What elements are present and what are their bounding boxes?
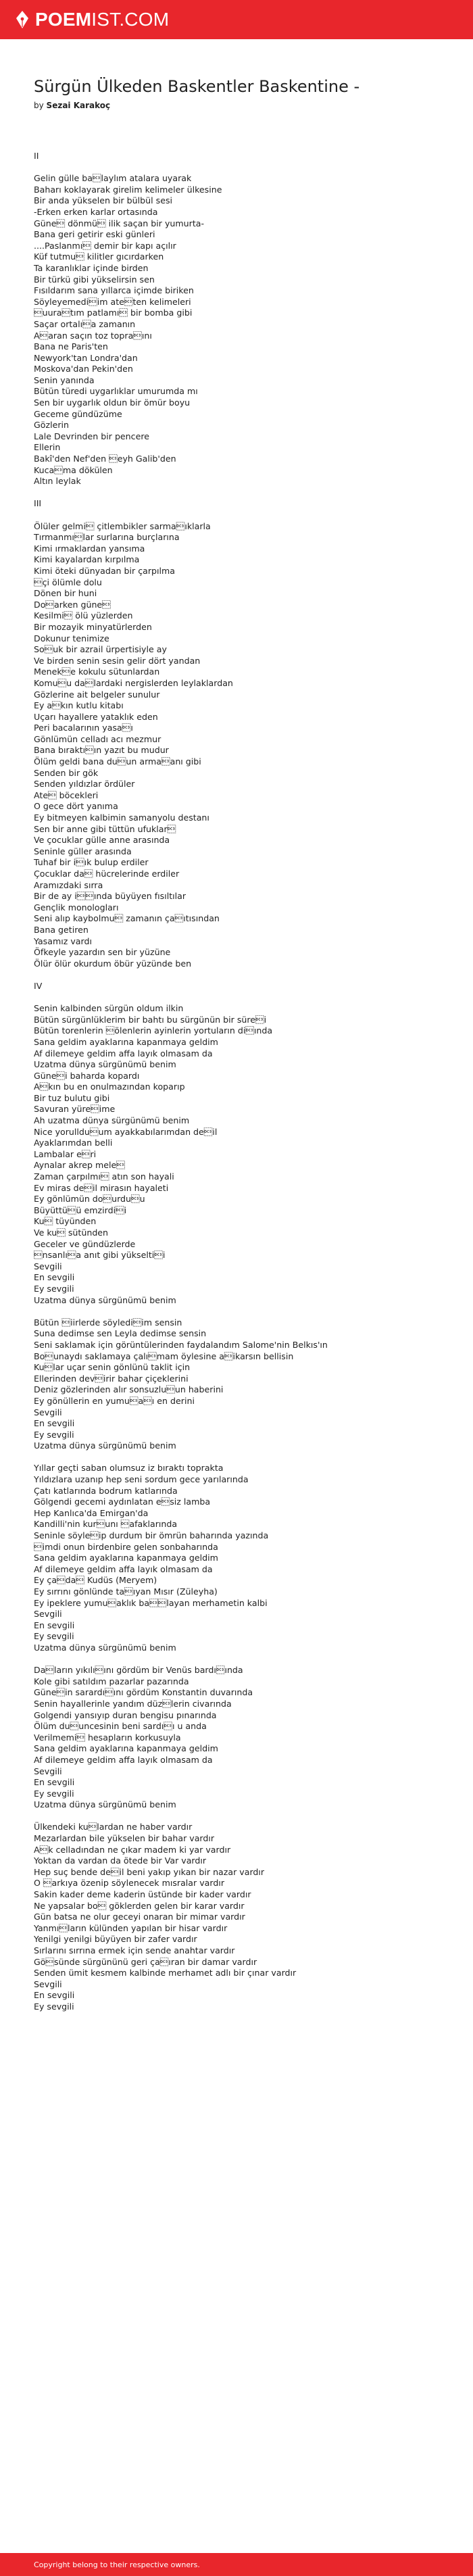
poem-line: Ölüm duuncesinin beni sardıı u anda — [34, 1721, 207, 1732]
poem-line: Ellerin — [34, 442, 61, 453]
poem-line: Sevgili — [34, 1261, 62, 1271]
poem-line: En sevgili — [34, 1990, 75, 2001]
poem-line: Newyork'tan Londra'dan — [34, 352, 138, 363]
poem-line: Bounaydı saklamaya çalımam öylesine aikarsın bellisin — [34, 1351, 294, 1361]
by-label: by — [34, 101, 44, 110]
poem-line: O arkıya özenip söylenecek mısralar vardır — [34, 1878, 224, 1889]
poem-line: Günein sarardıını gördüm Konstantin duvarında — [34, 1687, 253, 1698]
poem-line: Ve ku sütünden — [34, 1228, 109, 1238]
poem-line: Ölür ölür okurdum öbür yüzünde ben — [34, 958, 192, 969]
poem-line: Nice yorullduum ayakkabılarımdan deil — [34, 1126, 218, 1137]
poem-line: Gelin gülle balaylım atalara uyarak — [34, 173, 192, 184]
poem-line: Sevgili — [34, 1978, 62, 1989]
poem-line: imdi onun birdenbire gelen sonbaharında — [34, 1541, 218, 1552]
poem-line: Senden ümit kesmem kalbinde merhamet adlı bir çınar vardır — [34, 1968, 297, 1978]
poem-line: Bir türkü gibi yükselirsin sen — [34, 274, 155, 285]
poem-line: Altın leylak — [34, 476, 81, 487]
poem-line: Söyleyemediim ateten kelimeleri — [34, 296, 191, 307]
site-footer — [0, 2553, 473, 2576]
poem-line: Senden bir gök — [34, 767, 99, 778]
poem-line: Peri bacalarının yasaı — [34, 723, 133, 733]
poem-line: Ey sevgili — [34, 1429, 74, 1440]
poem-line: Savuran yüreime — [34, 1104, 116, 1115]
poem-line: Ey sevgili — [34, 1631, 74, 1642]
poem-line: En sevgili — [34, 1620, 75, 1630]
poem-line: Seni alıp kaybolmu zamanın çaıtısından — [34, 913, 220, 924]
poem-line: Bütün iirlerde söylediim sensin — [34, 1317, 182, 1328]
poem-line: Yanmıların külünden yapılan bir hisar vardır — [34, 1922, 228, 1933]
copyright-text: Copyright belong to their respective owners. — [34, 2560, 200, 2569]
poem-line: Öfkeyle yazardın sen bir yüzüne — [34, 947, 171, 958]
poem-line: Bana ne Paris'ten — [34, 341, 108, 352]
poem-line: Ey sevgili — [34, 1788, 74, 1799]
poem-line: Ey sevgili — [34, 2001, 74, 2012]
poem-line: Ey gönlümün dourduu — [34, 1194, 145, 1205]
poem-line: Senin kalbinden sürgün oldum ilkin — [34, 1003, 184, 1014]
poem-line: Uzatma dünya sürgünümü benim — [34, 1059, 176, 1070]
poem-line: Tuhaf bir iık bulup erdiler — [34, 857, 149, 868]
poem-line: IV — [34, 980, 43, 991]
poem-line: Ey bitmeyen kalbimin samanyolu destanı — [34, 812, 209, 823]
poem-line: Kimi öteki dünyadan bir çarpılma — [34, 565, 176, 576]
poem-line: Kimi ırmaklardan yansıma — [34, 543, 145, 554]
poem-line: Ölüler gelmi çitlembikler sarmaıklarla — [34, 520, 211, 531]
poem-stanza — [34, 1317, 439, 1452]
poem-stanza — [34, 981, 439, 992]
poem-line: Geceme gündüzüme — [34, 408, 122, 419]
poem-line: Tırmanmılar surlarına burçlarına — [34, 532, 180, 543]
poem-line: Senin hayallerinle yandım düzlerin civarında — [34, 1698, 232, 1709]
poem-line: Aramızdaki sırra — [34, 879, 103, 890]
poem-line: Uzatma dünya sürgünümü benim — [34, 1642, 176, 1653]
poem-line: Gençlik monologları — [34, 902, 119, 913]
poem-line: Bakî'den Nef'den eyh Galib'den — [34, 454, 176, 464]
poem-line: Kesilmi ölü yüzlerden — [34, 610, 133, 621]
poem-line: Bana bıraktıın yazıt bu mudur — [34, 745, 169, 756]
poem-line: Sen bir anne gibi tüttün ufuklar — [34, 823, 176, 834]
poem-line: Çatı katlarında bodrum katlarında — [34, 1485, 178, 1496]
poem-line: Ne yapsalar bo göklerden gelen bir karar vardır — [34, 1900, 245, 1911]
poem-line: Bana geri getirir eski günleri — [34, 229, 155, 240]
poem-line: En sevgili — [34, 1418, 75, 1429]
poem-line: Ak celladından ne çıkar madem ki yar vardır — [34, 1844, 231, 1855]
poem-line: Gölgendi gecemi aydınlatan esiz lamba — [34, 1497, 211, 1507]
poem-line: Ayaklarımdan belli — [34, 1138, 113, 1148]
poem-stanza — [34, 521, 439, 970]
poem-line: ....Paslanmı demir bir kapı açılır — [34, 240, 176, 251]
poem-stanza — [34, 1822, 439, 2012]
poem-line: Komuu dalardaki nergislerden leylaklardan — [34, 677, 233, 688]
poem-line: Uzatma dünya sürgünümü benim — [34, 1440, 176, 1451]
poem-line: Baharı koklayarak girelim kelimeler ülkesine — [34, 184, 222, 195]
poem-line: Uzatma dünya sürgünümü benim — [34, 1294, 176, 1305]
poem-line: Yoktan da vardan da ötede bir Var vardır — [34, 1855, 207, 1866]
poem-line: Af dilemeye geldim affa layık olmasam da — [34, 1563, 213, 1574]
poem-line: Ülkendeki kulardan ne haber vardır — [34, 1822, 193, 1832]
poem-line: Hep Kanlıca'da Emirgan'da — [34, 1507, 149, 1518]
poem-line: En sevgili — [34, 1777, 75, 1788]
poem-line: Ku tüyünden — [34, 1216, 97, 1227]
poem-line: Golgendi yansıyıp duran bengisu pınarında — [34, 1709, 217, 1720]
poem-line: III — [34, 498, 42, 509]
poem-stanza — [34, 1003, 439, 1306]
poem-line: Af dilemeye geldim affa layık olmasam da — [34, 1048, 213, 1059]
poem-line: çi ölümle dolu — [34, 577, 102, 587]
poem-line: Geceler ve gündüzlerde — [34, 1238, 136, 1249]
poem-line: Yenilgi yenilgi büyüyen bir zafer vardır — [34, 1934, 197, 1945]
poem-line: Uzatma dünya sürgünümü benim — [34, 1799, 176, 1810]
poem-line: Aaran saçın toz topraını — [34, 330, 152, 341]
poem-stanza — [34, 498, 439, 510]
poem-line: Kular uçar senin gönlünü taklit için — [34, 1362, 191, 1373]
poem-line: Ey ipeklere yumuaklık balayan merhametin kalbi — [34, 1597, 268, 1608]
poem-line: Ölüm geldi bana duun armaanı gibi — [34, 756, 201, 767]
poem-line: Gönlümün celladı acı mezmur — [34, 733, 161, 744]
poem-line: nsanlıa anıt gibi yükseltii — [34, 1250, 166, 1261]
poem-line: Yıllar geçti saban olumsuz iz bıraktı toprakta — [34, 1463, 224, 1474]
poem-line: Fısıldarım sana yıllarca içimde biriken — [34, 285, 194, 296]
poem-line: Seninle söyleip durdum bir ömrün baharında yazında — [34, 1530, 269, 1541]
poem-line: Bir tuz bulutu gibi — [34, 1092, 110, 1103]
pen-nib-icon — [15, 10, 30, 29]
poem-line: Dokunur tenimize — [34, 633, 109, 643]
poem-line: O gece dört yanıma — [34, 801, 118, 812]
poem-line: Moskova'dan Pekin'den — [34, 364, 133, 374]
poem-line: Uçarı hayallere yataklık eden — [34, 711, 158, 722]
poem-line: -Erken erken karlar ortasında — [34, 206, 158, 217]
poem-line: Doarken güne — [34, 599, 111, 610]
poem-line: Ta karanlıklar içinde birden — [34, 262, 149, 273]
poem-line: Ey çada Kudüs (Meryem) — [34, 1575, 157, 1586]
logo-text-bold: POEM — [35, 9, 92, 30]
poem-line: Sevgili — [34, 1609, 62, 1620]
poem-line: Ve birden senin sesin gelir dört yandan — [34, 655, 201, 666]
poem-line: Kimi kayalardan kırpılma — [34, 554, 140, 565]
poem-line: Sana geldim ayaklarına kapanmaya geldim — [34, 1743, 218, 1754]
poem-line: Verilmemi hesapların korkusuyla — [34, 1732, 181, 1743]
poem-line: Sana geldim ayaklarına kapanmaya geldim — [34, 1036, 218, 1047]
poem-line: Af dilemeye geldim affa layık olmasam da — [34, 1754, 213, 1765]
poem-line: Sana geldim ayaklarına kapanmaya geldim — [34, 1553, 218, 1563]
poem-line: Daların yıkılıını gördüm bir Venüs bardıında — [34, 1665, 243, 1676]
poem-line: Ey gönüllerin en yumuaı en derini — [34, 1395, 195, 1406]
poem-line: Suna dedimse sen Leyla dedimse sensin — [34, 1328, 207, 1339]
poem-line: Bütün türedi uygarlıklar umurumda mı — [34, 386, 198, 397]
poem-line: Yasamız vardı — [34, 935, 92, 946]
poem-line: Bütün sürgünlüklerim bir bahtı bu sürgünün bir sürei — [34, 1014, 267, 1025]
poem-line: Ev miras deil mirasın hayaleti — [34, 1182, 169, 1193]
poem-line: Günei baharda kopardı — [34, 1070, 140, 1081]
poem-line: Ey sevgili — [34, 1283, 74, 1294]
poem-stanza — [34, 151, 439, 162]
poem-line: Seninle güller arasında — [34, 846, 132, 856]
poem-line: Sevgili — [34, 1407, 62, 1417]
poem-line: II — [34, 151, 39, 161]
poem-line: Yıldızlara uzanıp hep seni sordum gece yarılarında — [34, 1474, 249, 1485]
poem-line: Ey sırrını gönlünde taıyan Mısır (Züleyha) — [34, 1586, 218, 1597]
site-logo[interactable] — [15, 9, 169, 30]
poem-line: Çocuklar da hücrelerinde erdiler — [34, 869, 180, 879]
poem-line: En sevgili — [34, 1272, 75, 1283]
poem-line: Senin yanında — [34, 374, 95, 385]
poem-line: Mezarlardan bile yükselen bir bahar vardır — [34, 1833, 215, 1844]
poem-line: Gözlerine ait belgeler sunulur — [34, 689, 160, 700]
poem-line: Akın bu en onulmazından koparıp — [34, 1082, 185, 1092]
poem-line: Senden yıldızlar ördüler — [34, 779, 135, 789]
poem-body — [34, 151, 439, 2013]
poem-line: Sırlarını sırrına ermek için sende anahtar vardır — [34, 1945, 235, 1955]
poem-stanza — [34, 1463, 439, 1653]
poem-line: Seni saklamak için görüntülerinden faydalandım Salome'nin Belkıs'ın — [34, 1339, 328, 1350]
poem-line: Küf tutmu kilitler gıcırdarken — [34, 251, 164, 262]
poem-line: Sakin kader deme kaderin üstünde bir kader vardır — [34, 1889, 251, 1900]
poem-line: Saçar ortalıa zamanın — [34, 318, 136, 329]
poem-line: Deniz gözlerinden alır sonsuzluun haberini — [34, 1384, 224, 1395]
poem-line: Büyüttüü emzirdii — [34, 1205, 127, 1215]
logo-text-light: IST.COM — [91, 9, 170, 30]
poem-line: Ve çocuklar gülle anne arasında — [34, 835, 170, 846]
poem-line: Bir mozayik minyatürlerden — [34, 621, 152, 632]
poem-line: Zaman çarpılmı atın son hayali — [34, 1171, 174, 1182]
poem-line: Aynalar akrep mele — [34, 1160, 125, 1171]
poem-line: Ah uzatma dünya sürgünümü benim — [34, 1115, 190, 1126]
poem-line: Souk bir azrail ürpertisiyle ay — [34, 644, 167, 655]
poem-line: Ate böcekleri — [34, 789, 99, 800]
poem-line: Bir anda yükselen bir bülbül sesi — [34, 195, 172, 206]
poem-line: Sen bir uygarlık oldun bir ömür boyu — [34, 397, 191, 408]
poem-line: Kandilli'nin kurunı afaklarında — [34, 1519, 178, 1530]
poem-line: Kole gibi satıldım pazarlar pazarında — [34, 1676, 189, 1686]
poem-line: Gün batsa ne olur geceyi onaran bir mimar vardır — [34, 1912, 245, 1922]
poem-line: Hep suç bende deil beni yakıp yıkan bir nazar vardır — [34, 1866, 265, 1877]
poem-line: uuratım patlamı bir bomba gibi — [34, 308, 193, 318]
poem-line: Bana getiren — [34, 924, 89, 935]
poem-line: Gözlerin — [34, 420, 69, 431]
poem-content — [0, 39, 473, 2051]
poem-line: Lambalar eri — [34, 1148, 97, 1159]
poem-title: Sürgün Ülkeden Baskentler Baskentine - — [34, 77, 360, 96]
byline — [34, 101, 439, 110]
author-link[interactable]: Sezai Karakoç — [46, 101, 111, 110]
poem-line: Sevgili — [34, 1766, 62, 1776]
poem-line: Dönen bir huni — [34, 588, 97, 599]
poem-line: Bir de ay iında büyüyen fısıltılar — [34, 891, 186, 902]
site-header — [0, 0, 473, 39]
poem-stanza — [34, 173, 439, 487]
poem-line: Ey akın kutlu kitabı — [34, 700, 124, 711]
poem-line: Bütün torenlerin ölenlerin ayinlerin yortuların diında — [34, 1025, 273, 1036]
poem-line: Güne dönmü ilik saçan bir yumurta- — [34, 218, 205, 228]
poem-line: Gösünde sürgününü geri çaıran bir damar vardır — [34, 1956, 257, 1967]
poem-line: Ellerinden devirir bahar çiçeklerini — [34, 1373, 189, 1384]
poem-line: Meneke kokulu sütunlardan — [34, 666, 160, 677]
poem-stanza — [34, 1665, 439, 1811]
poem-line: Lale Devrinden bir pencere — [34, 431, 149, 441]
poem-line: Kucama dökülen — [34, 464, 113, 475]
